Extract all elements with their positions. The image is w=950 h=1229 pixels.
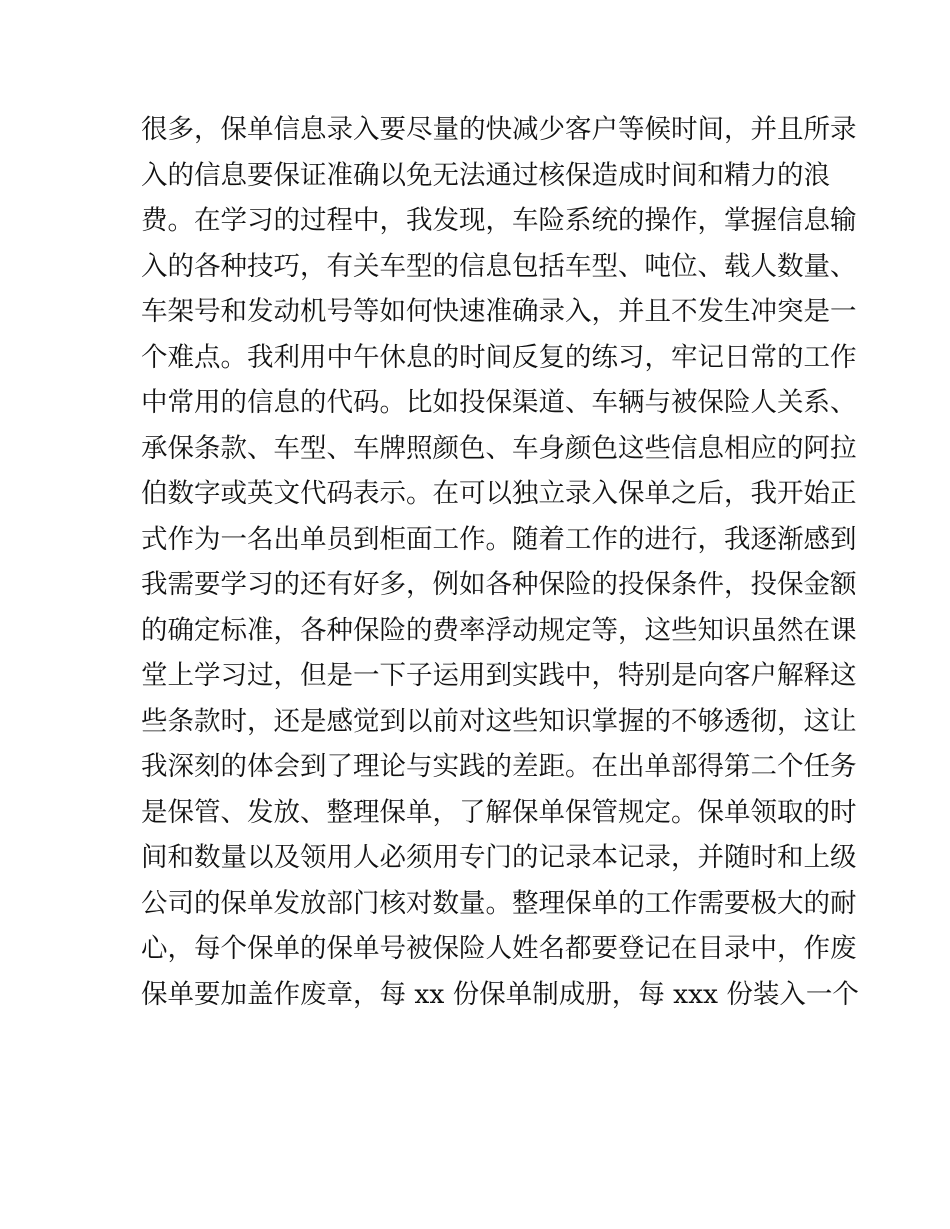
text-line: 的确定标准，各种保险的费率浮动规定等，这些知识虽然在课 bbox=[141, 614, 857, 646]
text-line: 伯数字或英文代码表示。在可以独立录入保单之后，我开始正 bbox=[141, 478, 857, 509]
text-line: 保单要加盖作废章，每 xx 份保单制成册，每 xxx 份装入一个 bbox=[141, 978, 859, 1010]
text-line: 费。在学习的过程中，我发现，车险系统的操作，掌握信息输 bbox=[141, 205, 857, 236]
text-line: 是保管、发放、整理保单，了解保单保管规定。保单领取的时 bbox=[141, 796, 857, 828]
text-line: 我深刻的体会到了理论与实践的差距。在出单部得第二个任务 bbox=[141, 751, 857, 782]
text-line: 中常用的信息的代码。比如投保渠道、车辆与被保险人关系、 bbox=[141, 387, 857, 418]
text-line: 间和数量以及领用人必须用专门的记录本记录，并随时和上级 bbox=[141, 842, 857, 873]
text-line: 些条款时，还是感觉到以前对这些知识掌握的不够透彻，这让 bbox=[141, 705, 857, 737]
text-line: 式作为一名出单员到柜面工作。随着工作的进行，我逐渐感到 bbox=[141, 523, 857, 555]
text-line: 堂上学习过，但是一下子运用到实践中，特别是向客户解释这 bbox=[141, 660, 857, 691]
text-line: 心，每个保单的保单号被保险人姓名都要登记在目录中，作废 bbox=[141, 933, 857, 964]
text-line: 公司的保单发放部门核对数量。整理保单的工作需要极大的耐 bbox=[141, 887, 857, 919]
text-line: 很多，保单信息录入要尽量的快减少客户等候时间，并且所录 bbox=[141, 114, 857, 145]
text-line: 我需要学习的还有好多，例如各种保险的投保条件，投保金额 bbox=[141, 569, 857, 600]
text-line: 承保条款、车型、车牌照颜色、车身颜色这些信息相应的阿拉 bbox=[141, 432, 857, 464]
body-text bbox=[141, 107, 859, 1017]
text-line: 车架号和发动机号等如何快速准确录入，并且不发生冲突是一 bbox=[141, 296, 857, 327]
text-line: 入的各种技巧，有关车型的信息包括车型、吨位、载人数量、 bbox=[141, 250, 857, 282]
text-line: 个难点。我利用中午休息的时间反复的练习，牢记日常的工作 bbox=[141, 341, 857, 373]
text-line: 入的信息要保证准确以免无法通过核保造成时间和精力的浪 bbox=[141, 159, 830, 191]
